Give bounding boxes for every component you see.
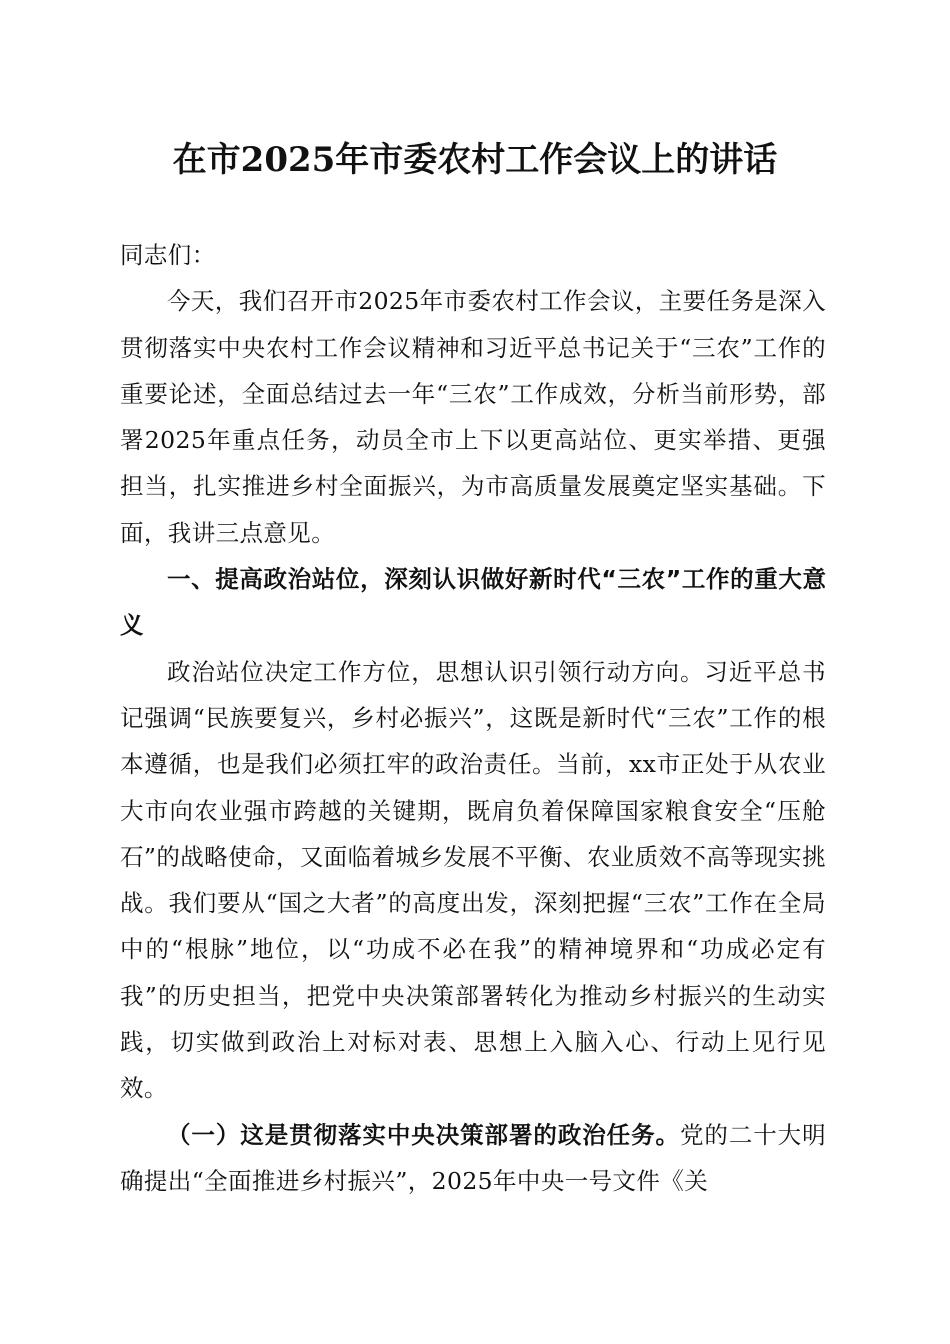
document-body: [120, 232, 826, 1204]
intro-paragraph: 今天，我们召开市2025年市委农村工作会议，主要任务是深入贯彻落实中央农村工作会议精神和习近平总书记关于“三农”工作的重要论述，全面总结过去一年“三农”工作成效，分析当前形势，部署2025年重点任务，动员全市上下以更高站位、更实举措、更强担当，扎实推进乡村全面振兴，为市高质量发展奠定坚实基础。下面，我讲三点意见。: [120, 287, 826, 547]
subsection-lead: （一）这是贯彻落实中央决策部署的政治任务。: [167, 1120, 680, 1149]
subsection-body: 党的二十大明确提出“全面推进乡村振兴”，2025年中央一号文件《关: [120, 1120, 827, 1195]
section-heading: 一、提高政治站位，深刻认识做好新时代“三农”工作的重大意义: [120, 565, 826, 640]
section-paragraph: 政治站位决定工作方位，思想认识引领行动方向。习近平总书记强调“民族要复兴，乡村必振兴”，这既是新时代“三农”工作的根本遵循，也是我们必须扛牢的政治责任。当前，xx市正处于从农业大市向农业强市跨越的关键期，既肩负着保障国家粮食安全“压舱石”的战略使命，又面临着城乡发展不平衡、农业质效不高等现实挑战。我们要从“国之大者”的高度出发，深刻把握“三农”工作在全局中的“根脉”地位，以“功成不必在我”的精神境界和“功成必定有我”的历史担当，把党中央决策部署转化为推动乡村振兴的生动实践，切实做到政治上对标对表、思想上入脑入心、行动上见行见效。: [120, 657, 826, 1103]
greeting: 同志们：: [120, 241, 216, 269]
document-title: 在市2025年市委农村工作会议上的讲话: [172, 140, 778, 180]
subsection-paragraph: [120, 1112, 826, 1205]
